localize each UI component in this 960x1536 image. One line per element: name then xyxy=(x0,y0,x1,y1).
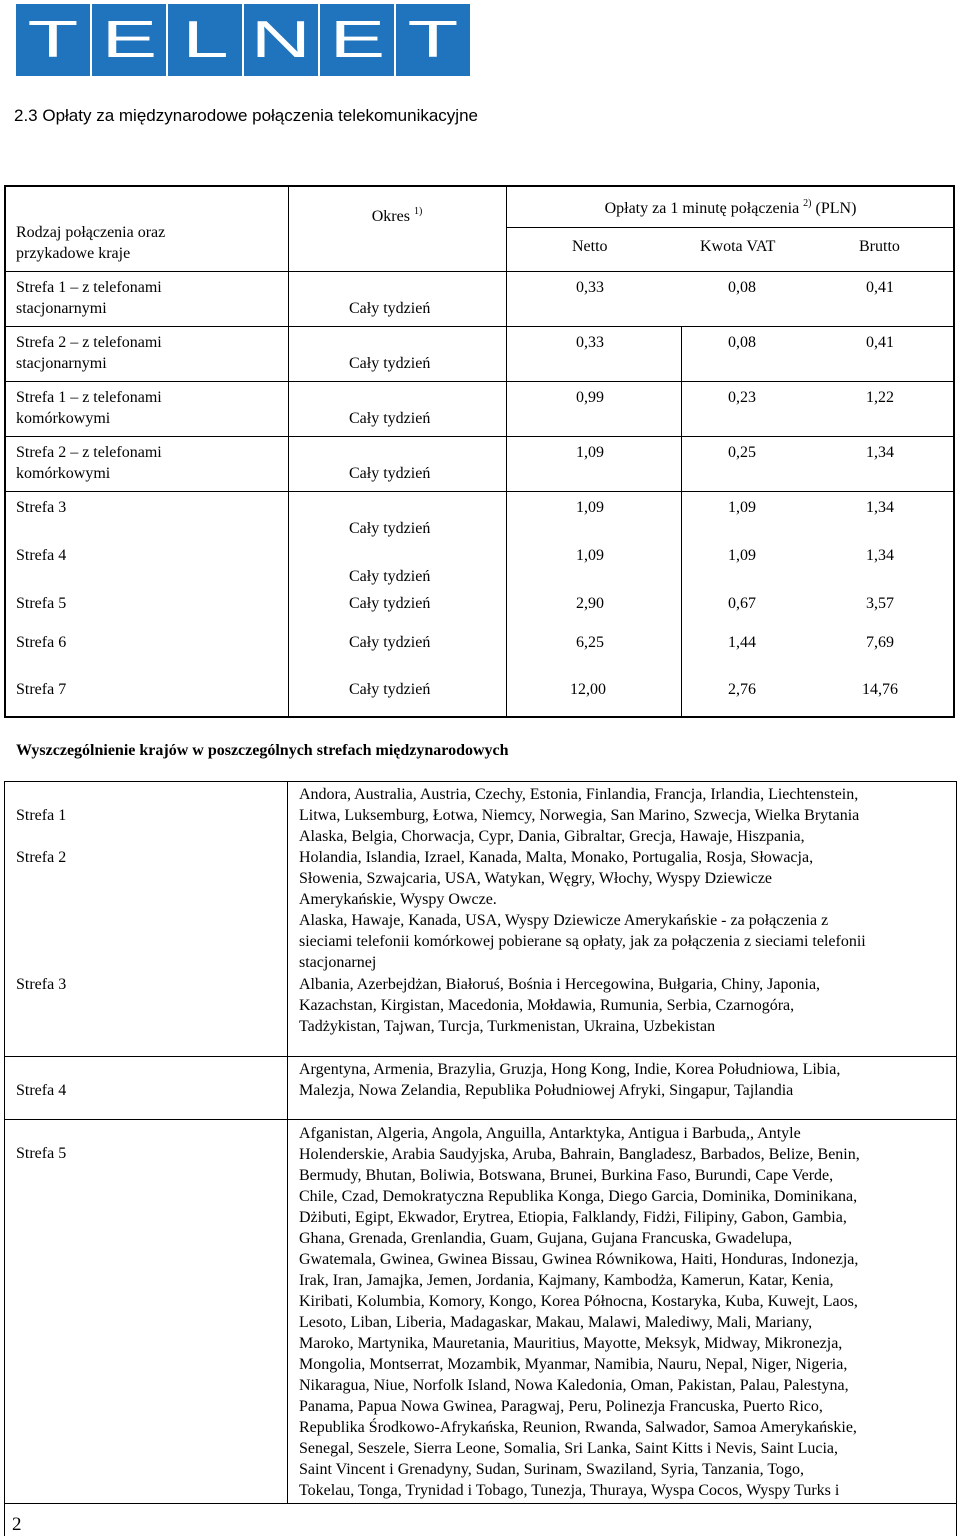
column-header-netto: Netto xyxy=(572,238,608,255)
row-period: Cały tydzień xyxy=(349,410,431,427)
row-period: Cały tydzień xyxy=(349,595,431,612)
column-header-period: Okres $^{1)}$ xyxy=(371,206,423,225)
zone-label: Strefa 1 xyxy=(16,807,67,824)
logo-letter: N xyxy=(244,4,318,76)
row-brutto: 0,41 xyxy=(866,279,894,296)
telnet-logo xyxy=(16,4,470,76)
logo-letter: L xyxy=(168,4,242,76)
zone-countries-line: Tadżykistan, Tajwan, Turcja, Turkmenistan, Ukraina, Uzbekistan xyxy=(299,1018,716,1035)
zone-countries-line: Saint Vincent i Grenadyny, Sudan, Surinam, Swaziland, Syria, Tanzania, Togo, xyxy=(299,1461,805,1478)
row-period: Cały tydzień xyxy=(349,634,431,651)
zone-label: Strefa 2 xyxy=(16,849,67,866)
row-vat: 0,08 xyxy=(728,279,756,296)
zone-countries-line: Bermudy, Bhutan, Boliwia, Botswana, Brunei, Burkina Faso, Burundi, Cape Verde, xyxy=(299,1167,834,1184)
column-header-vat: Kwota VAT xyxy=(700,238,776,255)
zone-countries-line: Nikaragua, Niue, Norfolk Island, Nowa Kaledonia, Oman, Pakistan, Palau, Palestyna, xyxy=(299,1377,849,1394)
row-zone-name: Strefa 6 xyxy=(16,634,67,651)
row-zone-name: Strefa 1 – z telefonami xyxy=(16,389,162,406)
zone-countries-line: Holenderskie, Arabia Saudyjska, Aruba, Bahrain, Bangladesz, Barbados, Belize, Benin, xyxy=(299,1146,860,1163)
row-period: Cały tydzień xyxy=(349,520,431,537)
logo-letter: E xyxy=(92,4,166,76)
fees-table xyxy=(4,185,955,718)
row-zone-name: stacjonarnymi xyxy=(16,300,107,317)
row-vat: 0,08 xyxy=(728,334,756,351)
row-brutto: 1,22 xyxy=(866,389,894,406)
row-zone-name: komórkowymi xyxy=(16,410,111,427)
row-period: Cały tydzień xyxy=(349,681,431,698)
zone-countries-line: Holandia, Islandia, Izrael, Kanada, Malta, Monako, Portugalia, Rosja, Słowacja, xyxy=(299,849,814,866)
zone-countries-line: Irak, Iran, Jamajka, Jemen, Jordania, Kajmany, Kambodża, Kamerun, Katar, Kenia, xyxy=(299,1272,834,1289)
zone-countries-line: Argentyna, Armenia, Brazylia, Gruzja, Hong Kong, Indie, Korea Południowa, Libia, xyxy=(299,1061,841,1078)
logo-letter: E xyxy=(320,4,394,76)
row-netto: 0,33 xyxy=(576,279,604,296)
zone-countries-line: Senegal, Seszele, Sierra Leone, Somalia, Sri Lanka, Saint Kitts i Nevis, Saint Lucia, xyxy=(299,1440,838,1457)
zone-countries-line: Mongolia, Montserrat, Mozambik, Myanmar, Namibia, Nauru, Nepal, Niger, Nigeria, xyxy=(299,1356,848,1373)
row-brutto: 7,69 xyxy=(866,634,894,651)
zone-countries-line: Alaska, Belgia, Chorwacja, Cypr, Dania, Gibraltar, Grecja, Hawaje, Hiszpania, xyxy=(299,828,805,845)
row-vat: 1,09 xyxy=(728,499,756,516)
row-netto: 1,09 xyxy=(576,547,604,564)
zone-countries-line: Tokelau, Tonga, Trynidad i Tobago, Tunezja, Thuraya, Wyspa Cocos, Wyspy Turks i xyxy=(299,1482,840,1499)
zone-countries-line: Malezja, Nowa Zelandia, Republika Południowej Afryki, Singapur, Tajlandia xyxy=(299,1082,794,1099)
zone-countries-line: Dżibuti, Egipt, Ekwador, Erytrea, Etiopia, Falklandy, Fidżi, Filipiny, Gabon, Gambia, xyxy=(299,1209,847,1226)
row-brutto: 3,57 xyxy=(866,595,894,612)
column-header-type-line2: przykadowe kraje xyxy=(16,245,131,262)
zone-countries-line: Albania, Azerbejdżan, Białoruś, Bośnia i Hercegowina, Bułgaria, Chiny, Japonia, xyxy=(299,976,821,993)
zone-countries-line: Chile, Czad, Demokratyczna Republika Konga, Diego Garcia, Dominika, Dominikana, xyxy=(299,1188,858,1205)
zone-countries-line: Litwa, Luksemburg, Łotwa, Niemcy, Norwegia, San Marino, Szwecja, Wielka Brytania xyxy=(299,807,860,824)
section-title: 2.3 Opłaty za międzynarodowe połączenia telekomunikacyjne xyxy=(14,106,478,125)
zone-countries-line: Gwatemala, Gwinea, Gwinea Bissau, Gwinea Równikowa, Haiti, Honduras, Indonezja, xyxy=(299,1251,859,1268)
countries-title: Wyszczególnienie krajów w poszczególnych strefach międzynarodowych xyxy=(16,742,509,759)
zone-label: Strefa 3 xyxy=(16,976,67,993)
row-zone-name: Strefa 3 xyxy=(16,499,67,516)
zone-countries-line: Maroko, Martynika, Mauretania, Mauritius, Mayotte, Meksyk, Midway, Mikronezja, xyxy=(299,1335,843,1352)
row-zone-name: stacjonarnymi xyxy=(16,355,107,372)
zone-countries-line: sieciami telefonii komórkowej pobierane są opłaty, jak za połączenia z sieciami telefonii xyxy=(299,933,866,950)
row-netto: 12,00 xyxy=(570,681,606,698)
row-brutto: 0,41 xyxy=(866,334,894,351)
row-zone-name: Strefa 2 – z telefonami xyxy=(16,444,162,461)
row-zone-name: Strefa 7 xyxy=(16,681,67,698)
zone-countries-line: stacjonarnej xyxy=(299,954,377,971)
row-netto: 2,90 xyxy=(576,595,604,612)
row-brutto: 1,34 xyxy=(866,499,894,516)
row-netto: 0,99 xyxy=(576,389,604,406)
zone-countries-line: Kiribati, Kolumbia, Komory, Kongo, Korea Północna, Kostaryka, Kuba, Kuwejt, Laos, xyxy=(299,1293,858,1310)
column-header-fees: Opłaty za 1 minutę połączenia $^{2)}$ (PLN) xyxy=(604,198,857,217)
column-header-type-line1: Rodzaj połączenia oraz xyxy=(16,224,166,241)
row-period: Cały tydzień xyxy=(349,465,431,482)
zone-countries-line: Andora, Australia, Austria, Czechy, Estonia, Finlandia, Francja, Irlandia, Liechtenstein, xyxy=(299,786,859,803)
logo-letter: T xyxy=(16,4,90,76)
zone-label: Strefa 4 xyxy=(16,1082,67,1099)
row-zone-name: Strefa 2 – z telefonami xyxy=(16,334,162,351)
zone-countries-line: Kazachstan, Kirgistan, Macedonia, Mołdawia, Rumunia, Serbia, Czarnogóra, xyxy=(299,997,795,1014)
row-brutto: 1,34 xyxy=(866,547,894,564)
row-zone-name: Strefa 4 xyxy=(16,547,67,564)
row-brutto: 1,34 xyxy=(866,444,894,461)
column-header-brutto: Brutto xyxy=(859,238,900,255)
row-netto: 1,09 xyxy=(576,444,604,461)
row-zone-name: Strefa 5 xyxy=(16,595,67,612)
row-period: Cały tydzień xyxy=(349,355,431,372)
logo-letter: T xyxy=(396,4,470,76)
zone-countries-line: Słowenia, Szwajcaria, USA, Watykan, Węgry, Włochy, Wyspy Dziewicze xyxy=(299,870,773,887)
zone-countries-line: Ghana, Grenada, Grenlandia, Guam, Gujana, Gujana Francuska, Gwadelupa, xyxy=(299,1230,793,1247)
row-netto: 0,33 xyxy=(576,334,604,351)
row-zone-name: komórkowymi xyxy=(16,465,111,482)
zone-label: Strefa 5 xyxy=(16,1145,67,1162)
row-vat: 2,76 xyxy=(728,681,756,698)
row-vat: 1,09 xyxy=(728,547,756,564)
zone-countries-line: Afganistan, Algeria, Angola, Anguilla, Antarktyka, Antigua i Barbuda,, Antyle xyxy=(299,1125,801,1142)
row-vat: 0,23 xyxy=(728,389,756,406)
row-vat: 0,67 xyxy=(728,595,756,612)
row-vat: 0,25 xyxy=(728,444,756,461)
row-zone-name: Strefa 1 – z telefonami xyxy=(16,279,162,296)
row-netto: 6,25 xyxy=(576,634,604,651)
zone-countries-line: Amerykańskie, Wyspy Owcze. xyxy=(299,891,497,908)
zone-countries-line: Republika Środkowo-Afrykańska, Reunion, Rwanda, Salwador, Samoa Amerykańskie, xyxy=(299,1419,857,1436)
row-brutto: 14,76 xyxy=(862,681,898,698)
zone-countries-line: Lesoto, Liban, Liberia, Madagaskar, Makau, Malawi, Malediwy, Mali, Mariany, xyxy=(299,1314,813,1331)
row-netto: 1,09 xyxy=(576,499,604,516)
row-vat: 1,44 xyxy=(728,634,756,651)
page-number: 2 xyxy=(12,1514,22,1535)
row-period: Cały tydzień xyxy=(349,568,431,585)
zone-countries-line: Panama, Papua Nowa Gwinea, Paragwaj, Peru, Polinezja Francuska, Puerto Rico, xyxy=(299,1398,823,1415)
zone-countries-line: Alaska, Hawaje, Kanada, USA, Wyspy Dziewicze Amerykańskie - za połączenia z xyxy=(299,912,829,929)
row-period: Cały tydzień xyxy=(349,300,431,317)
